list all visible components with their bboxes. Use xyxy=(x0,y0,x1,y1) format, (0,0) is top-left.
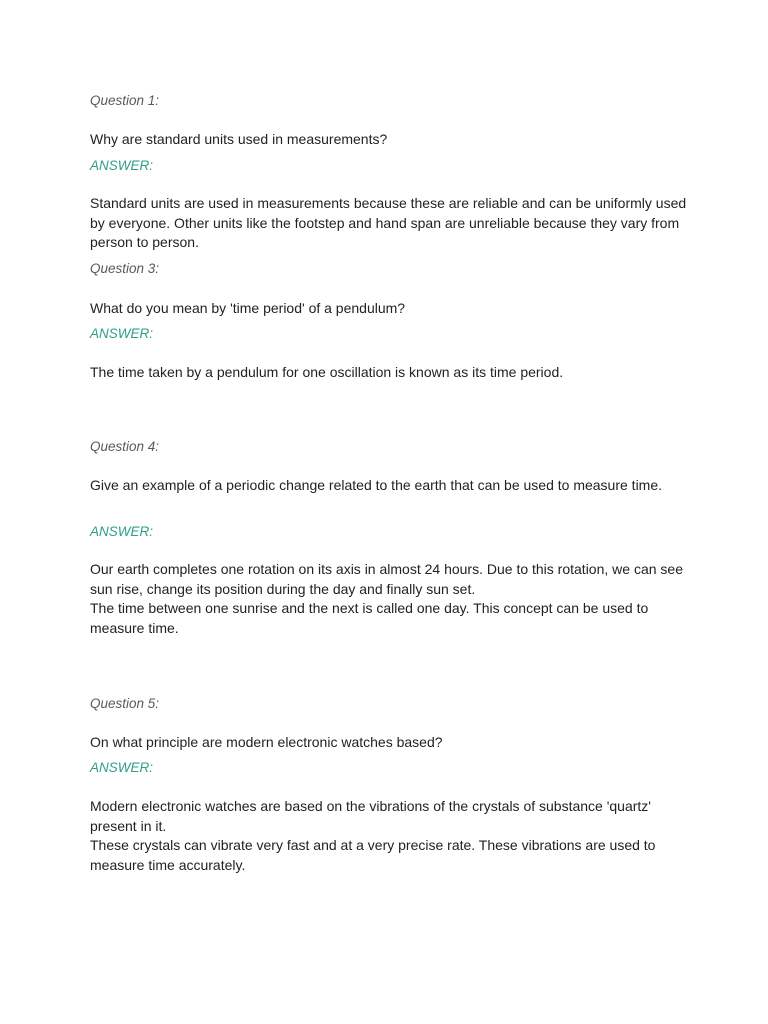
answer-paragraph: Our earth completes one rotation on its axis in almost 24 hours. Due to this rotation, we can see sun rise, change its position during the day and finally sun set. xyxy=(90,561,683,597)
question-text: Give an example of a periodic change related to the earth that can be used to measure time. xyxy=(90,477,663,493)
answer-paragraph: The time between one sunrise and the next is called one day. This concept can be used to measure time. xyxy=(90,600,649,636)
question-label: Question 4: xyxy=(90,439,160,454)
answer-text xyxy=(90,560,690,638)
question-text: What do you mean by 'time period' of a pendulum? xyxy=(90,300,406,316)
question-label: Question 5: xyxy=(90,696,160,711)
answer-text xyxy=(90,797,690,875)
question-label: Question 1: xyxy=(90,93,160,108)
answer-paragraph: The time taken by a pendulum for one oscillation is known as its time period. xyxy=(90,364,564,380)
answer-paragraph: These crystals can vibrate very fast and at a very precise rate. These vibrations are used to measure time accurately. xyxy=(90,837,656,873)
question-text: On what principle are modern electronic watches based? xyxy=(90,734,443,750)
answer-paragraph: Standard units are used in measurements because these are reliable and can be uniformly used by everyone. Other units like the footstep and hand span are unreliable because they vary from person to person. xyxy=(90,195,687,250)
answer-paragraph: Modern electronic watches are based on the vibrations of the crystals of substance 'quartz' present in it. xyxy=(90,798,651,834)
answer-text xyxy=(90,194,690,253)
answer-label: ANSWER: xyxy=(90,760,154,775)
question-text: Why are standard units used in measurements? xyxy=(90,131,388,147)
answer-text xyxy=(90,363,690,383)
answer-label: ANSWER: xyxy=(90,158,154,173)
question-label: Question 3: xyxy=(90,261,160,276)
answer-label: ANSWER: xyxy=(90,524,154,539)
answer-label: ANSWER: xyxy=(90,326,154,341)
